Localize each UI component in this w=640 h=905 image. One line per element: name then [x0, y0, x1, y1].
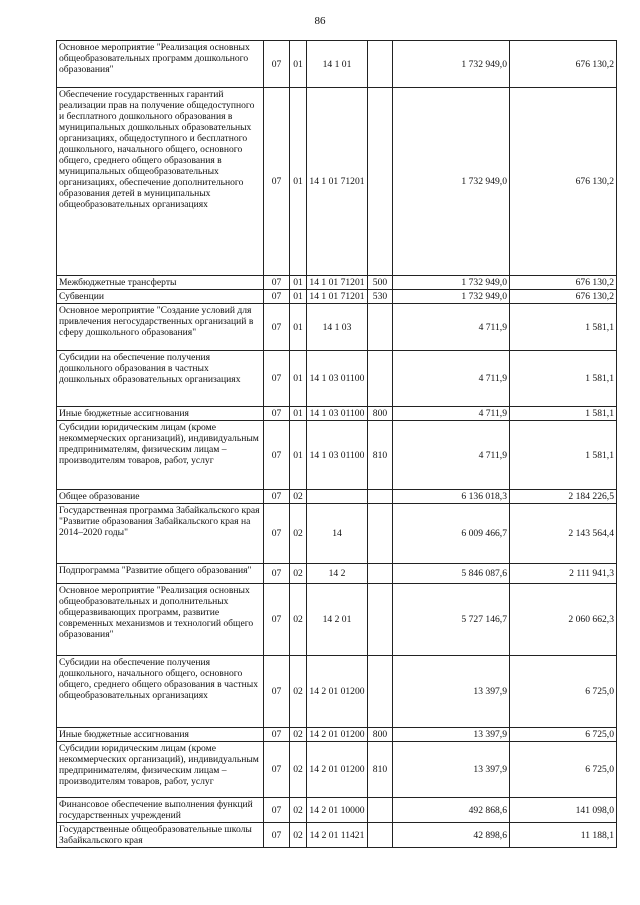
- cell-sum2: 6 725,0: [510, 656, 617, 728]
- page-number: 86: [314, 15, 326, 27]
- cell-sum2: 11 188,1: [510, 823, 617, 848]
- cell-vr: [368, 351, 393, 407]
- cell-pr: 02: [290, 798, 307, 823]
- cell-pr: 01: [290, 421, 307, 490]
- cell-vr: [368, 490, 393, 504]
- cell-csr: 14 2 01 11421: [307, 823, 368, 848]
- table-row: [57, 41, 617, 88]
- cell-csr: [307, 490, 368, 504]
- cell-sum1: 6 009 466,7: [393, 504, 510, 564]
- table-row: [57, 421, 617, 490]
- cell-sum2: 676 130,2: [510, 41, 617, 88]
- cell-sum2: 676 130,2: [510, 88, 617, 276]
- cell-sum1: 4 711,9: [393, 421, 510, 490]
- cell-csr: 14 1 03 01100: [307, 351, 368, 407]
- cell-sum1: 4 711,9: [393, 304, 510, 351]
- cell-vr: [368, 584, 393, 656]
- cell-pr: 01: [290, 290, 307, 304]
- cell-csr: 14 2: [307, 564, 368, 584]
- cell-pr: 02: [290, 742, 307, 798]
- cell-pr: 01: [290, 351, 307, 407]
- cell-sum2: 1 581,1: [510, 304, 617, 351]
- table-row: [57, 504, 617, 564]
- cell-name: Иные бюджетные ассигнования: [57, 728, 264, 742]
- cell-rz: 07: [264, 584, 290, 656]
- cell-sum1: 13 397,9: [393, 728, 510, 742]
- cell-rz: 07: [264, 421, 290, 490]
- cell-csr: 14 2 01 10000: [307, 798, 368, 823]
- cell-name: Субсидии на обеспечение получения дошкольного образования в частных дошкольных образовательных организациях: [57, 351, 264, 407]
- cell-pr: 01: [290, 276, 307, 290]
- cell-name: Субсидии юридическим лицам (кроме некоммерческих организаций), индивидуальным предпринимателям, физическим лицам – производителям товаров, работ, услуг: [57, 421, 264, 490]
- cell-pr: 02: [290, 584, 307, 656]
- cell-sum1: 4 711,9: [393, 351, 510, 407]
- cell-sum2: 1 581,1: [510, 351, 617, 407]
- cell-csr: 14 2 01: [307, 584, 368, 656]
- cell-name: Субсидии юридическим лицам (кроме некоммерческих организаций), индивидуальным предпринимателям, физическим лицам – производителям товаров, работ, услуг: [57, 742, 264, 798]
- cell-name: Обеспечение государственных гарантий реализации прав на получение общедоступного и бесплатного дошкольного образования в муниципальных дошкольных образовательных организациях, общедоступного и бесплатного дошкольного, начального общего, основного общего, среднего общего образования в муниципальных общеобразовательных организациях, обеспечение дополнительного образования детей в муниципальных общеобразовательных организациях: [57, 88, 264, 276]
- cell-rz: 07: [264, 823, 290, 848]
- cell-csr: 14 1 03 01100: [307, 421, 368, 490]
- cell-sum2: 141 098,0: [510, 798, 617, 823]
- cell-name: Общее образование: [57, 490, 264, 504]
- cell-vr: 500: [368, 276, 393, 290]
- cell-csr: 14 1 03 01100: [307, 407, 368, 421]
- cell-vr: [368, 823, 393, 848]
- cell-vr: [368, 798, 393, 823]
- cell-sum1: 13 397,9: [393, 742, 510, 798]
- cell-pr: 02: [290, 564, 307, 584]
- cell-csr: 14 1 01 71201: [307, 88, 368, 276]
- cell-csr: 14 2 01 01200: [307, 656, 368, 728]
- cell-sum1: 4 711,9: [393, 407, 510, 421]
- cell-rz: 07: [264, 290, 290, 304]
- cell-rz: 07: [264, 504, 290, 564]
- table-row: [57, 407, 617, 421]
- cell-sum1: 6 136 018,3: [393, 490, 510, 504]
- cell-csr: 14 1 01 71201: [307, 290, 368, 304]
- cell-name: Государственная программа Забайкальского края "Развитие образования Забайкальского края на 2014–2020 годы": [57, 504, 264, 564]
- table-row: [57, 823, 617, 848]
- cell-sum2: 2 184 226,5: [510, 490, 617, 504]
- cell-sum2: 6 725,0: [510, 742, 617, 798]
- table-row: [57, 798, 617, 823]
- cell-csr: 14 1 01 71201: [307, 276, 368, 290]
- table-row: [57, 490, 617, 504]
- cell-vr: 530: [368, 290, 393, 304]
- cell-rz: 07: [264, 351, 290, 407]
- cell-sum1: 42 898,6: [393, 823, 510, 848]
- cell-pr: 02: [290, 823, 307, 848]
- cell-sum1: 1 732 949,0: [393, 276, 510, 290]
- table-row: [57, 88, 617, 276]
- cell-sum1: 492 868,6: [393, 798, 510, 823]
- cell-name: Субвенции: [57, 290, 264, 304]
- cell-sum2: 676 130,2: [510, 290, 617, 304]
- cell-rz: 07: [264, 798, 290, 823]
- cell-name: Финансовое обеспечение выполнения функций государственных учреждений: [57, 798, 264, 823]
- cell-sum1: 1 732 949,0: [393, 88, 510, 276]
- cell-csr: 14 1 03: [307, 304, 368, 351]
- table-row: [57, 728, 617, 742]
- cell-vr: [368, 41, 393, 88]
- table-row: [57, 564, 617, 584]
- cell-sum2: 2 111 941,3: [510, 564, 617, 584]
- table-row: [57, 584, 617, 656]
- table-row: [57, 290, 617, 304]
- cell-name: Субсидии на обеспечение получения дошкольного, начального общего, основного общего, среднего общего образования в частных общеобразовательных организациях: [57, 656, 264, 728]
- cell-vr: 810: [368, 742, 393, 798]
- cell-vr: [368, 564, 393, 584]
- cell-pr: 01: [290, 304, 307, 351]
- cell-csr: 14 2 01 01200: [307, 728, 368, 742]
- cell-pr: 02: [290, 728, 307, 742]
- cell-sum2: 1 581,1: [510, 407, 617, 421]
- cell-csr: 14: [307, 504, 368, 564]
- cell-name: Основное мероприятие "Создание условий для привлечения негосударственных организаций в сферу дошкольного образования": [57, 304, 264, 351]
- cell-vr: [368, 304, 393, 351]
- table-row: [57, 742, 617, 798]
- cell-rz: 07: [264, 41, 290, 88]
- cell-pr: 01: [290, 41, 307, 88]
- cell-sum2: 6 725,0: [510, 728, 617, 742]
- cell-vr: [368, 88, 393, 276]
- cell-sum1: 5 727 146,7: [393, 584, 510, 656]
- cell-sum1: 1 732 949,0: [393, 41, 510, 88]
- budget-table: [56, 40, 617, 848]
- cell-rz: 07: [264, 304, 290, 351]
- cell-sum1: 13 397,9: [393, 656, 510, 728]
- cell-pr: 01: [290, 88, 307, 276]
- cell-sum1: 1 732 949,0: [393, 290, 510, 304]
- cell-rz: 07: [264, 742, 290, 798]
- cell-sum1: 5 846 087,6: [393, 564, 510, 584]
- cell-sum2: 2 060 662,3: [510, 584, 617, 656]
- cell-rz: 07: [264, 564, 290, 584]
- cell-name: Государственные общеобразовательные школы Забайкальского края: [57, 823, 264, 848]
- cell-pr: 02: [290, 504, 307, 564]
- cell-csr: 14 2 01 01200: [307, 742, 368, 798]
- cell-csr: 14 1 01: [307, 41, 368, 88]
- cell-rz: 07: [264, 490, 290, 504]
- cell-vr: 810: [368, 421, 393, 490]
- cell-rz: 07: [264, 656, 290, 728]
- table-row: [57, 276, 617, 290]
- cell-vr: [368, 656, 393, 728]
- cell-vr: 800: [368, 728, 393, 742]
- table-row: [57, 656, 617, 728]
- table-row: [57, 304, 617, 351]
- cell-name: Основное мероприятие "Реализация основных общеобразовательных и дополнительных общеразвивающих программ, развитие современных механизмов и технологий общего образования": [57, 584, 264, 656]
- cell-rz: 07: [264, 728, 290, 742]
- cell-rz: 07: [264, 88, 290, 276]
- cell-sum2: 1 581,1: [510, 421, 617, 490]
- cell-pr: 02: [290, 490, 307, 504]
- cell-vr: [368, 504, 393, 564]
- cell-name: Подпрограмма "Развитие общего образования": [57, 564, 264, 584]
- cell-name: Иные бюджетные ассигнования: [57, 407, 264, 421]
- table-row: [57, 351, 617, 407]
- cell-vr: 800: [368, 407, 393, 421]
- cell-sum2: 676 130,2: [510, 276, 617, 290]
- cell-rz: 07: [264, 276, 290, 290]
- cell-sum2: 2 143 564,4: [510, 504, 617, 564]
- cell-name: Межбюджетные трансферты: [57, 276, 264, 290]
- cell-pr: 02: [290, 656, 307, 728]
- cell-rz: 07: [264, 407, 290, 421]
- cell-pr: 01: [290, 407, 307, 421]
- cell-name: Основное мероприятие "Реализация основных общеобразовательных программ дошкольного образования": [57, 41, 264, 88]
